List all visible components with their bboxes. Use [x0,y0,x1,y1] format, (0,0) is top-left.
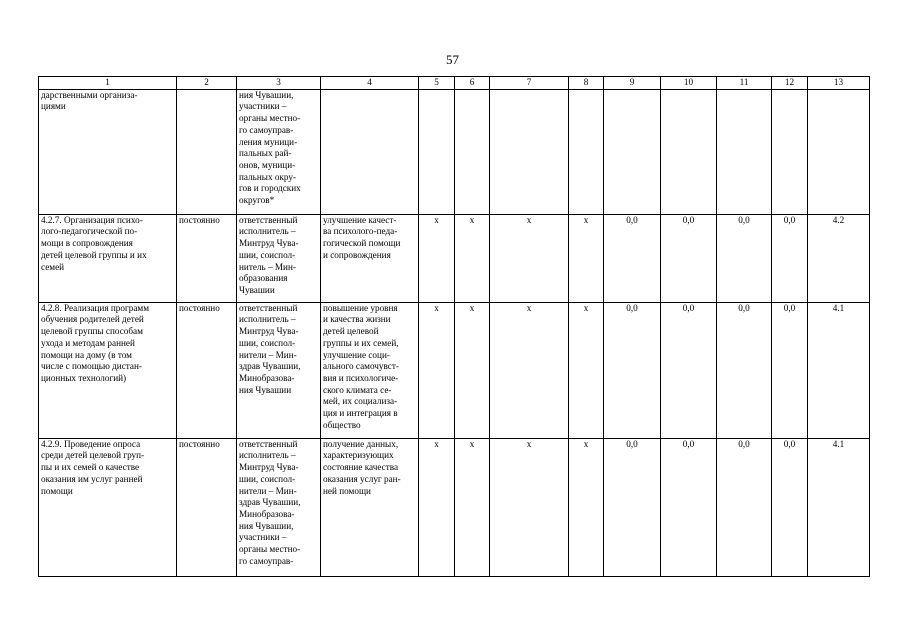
header-cell: 3 [237,77,321,90]
value-cell: х [455,214,490,302]
value-cell [490,89,569,214]
period-cell [177,89,237,214]
table-row [39,302,870,438]
value-cell: 0,0 [772,438,808,576]
header-cell: 5 [419,77,455,90]
value-cell: х [569,302,604,438]
value-cell: х [419,438,455,576]
value-cell: х [490,214,569,302]
value-cell [569,89,604,214]
header-cell: 4 [321,77,419,90]
header-cell: 6 [455,77,490,90]
header-cell: 2 [177,77,237,90]
value-cell [772,89,808,214]
value-cell: 0,0 [717,214,772,302]
value-cell [419,89,455,214]
period-cell: постоянно [177,438,237,576]
period-cell: постоянно [177,302,237,438]
executor-cell: ответственный исполнитель – Минтруд Чува- шии, соиспол- нитель – Мин- образования Чувашии [237,214,321,302]
value-cell: х [490,302,569,438]
value-cell: 0,0 [717,302,772,438]
value-cell: х [419,214,455,302]
table-row [39,214,870,302]
result-cell [321,89,419,214]
indicator-cell: 4.2 [808,214,870,302]
header-cell: 9 [604,77,661,90]
document-table [38,76,870,577]
value-cell: х [455,302,490,438]
value-cell [661,89,717,214]
result-cell: улучшение качест- ва психолого-педа- гогической помощи и сопровождения [321,214,419,302]
value-cell [455,89,490,214]
value-cell: 0,0 [772,302,808,438]
column-number-header-row [39,77,870,90]
header-cell: 10 [661,77,717,90]
value-cell: 0,0 [661,302,717,438]
indicator-cell: 4.1 [808,302,870,438]
period-cell: постоянно [177,214,237,302]
header-cell: 1 [39,77,177,90]
value-cell: 0,0 [661,438,717,576]
measure-cell: 4.2.9. Проведение опроса среди детей целевой груп- пы и их семей о качестве оказания им услуг ранней помощи [39,438,177,576]
value-cell: 0,0 [717,438,772,576]
value-cell: 0,0 [604,438,661,576]
header-cell: 12 [772,77,808,90]
executor-cell: ответственный исполнитель – Минтруд Чува- шии, соиспол- нители – Мин- здрав Чувашии, Минобразова- ния Чувашии [237,302,321,438]
measure-cell: 4.2.7. Организация психо- лого-педагогической по- мощи в сопровождения детей целевой группы и их семей [39,214,177,302]
measure-cell: 4.2.8. Реализация программ обучения родителей детей целевой группы способам ухода и методам ранней помощи на дому (в том числе с помощью дистан- ционных технологий) [39,302,177,438]
value-cell: х [455,438,490,576]
value-cell [604,89,661,214]
executor-cell: ответственный исполнитель – Минтруд Чува- шии, соиспол- нители – Мин- здрав Чувашии, Минобразова- ния Чувашии, участники – органы местно- го самоуправ- [237,438,321,576]
indicator-cell: 4.1 [808,438,870,576]
header-cell: 8 [569,77,604,90]
table-row [39,89,870,214]
header-cell: 11 [717,77,772,90]
measure-cell: дарственными организа- циями [39,89,177,214]
result-cell: повышение уровня и качества жизни детей целевой группы и их семей, улучшение соци- ального самочувст- вия и психологиче- ского климата се- мей, их социализа- ция и интеграция в общество [321,302,419,438]
value-cell: 0,0 [604,302,661,438]
value-cell [717,89,772,214]
header-cell: 7 [490,77,569,90]
value-cell: х [419,302,455,438]
value-cell: х [490,438,569,576]
header-cell: 13 [808,77,870,90]
executor-cell: ния Чувашии, участники – органы местно- го самоуправ- ления муници- пальных рай- онов, муници- пальных окру- гов и городских округов* [237,89,321,214]
page-number: 57 [446,52,459,67]
result-cell: получение данных, характеризующих состояние качества оказания услуг ран- ней помощи [321,438,419,576]
value-cell: 0,0 [772,214,808,302]
value-cell: х [569,438,604,576]
table-row [39,438,870,576]
indicator-cell [808,89,870,214]
value-cell: х [569,214,604,302]
value-cell: 0,0 [604,214,661,302]
value-cell: 0,0 [661,214,717,302]
